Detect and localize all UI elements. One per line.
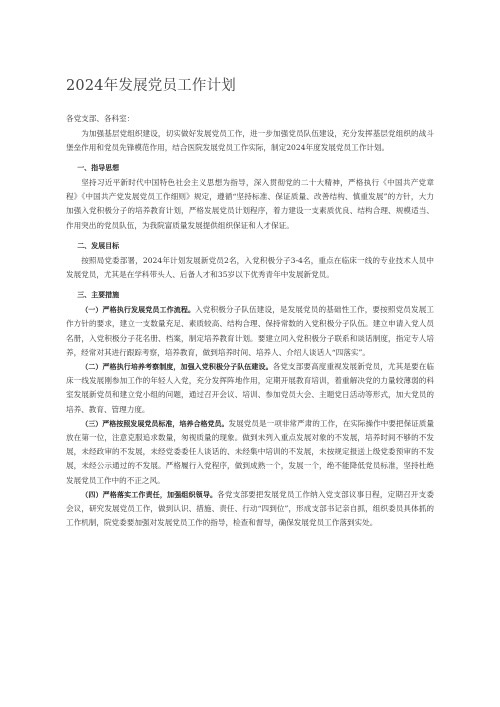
measure-body-3: 发展党员是一项非常严肃的工作，在实际操作中要把保证质量放在第一位，注意克服追求数量，匆视质量的现象。做到未列入重点发展对象的不发展，培养时间不够的不发展，未经政审的不发展，未经党委委任人谈话的、未经集中培训的不发展，未按规定报送上级党委预审的不发展，未经公示通过的不发展。严格履行入党程序，做到成熟一个，发展一个，绝不能降低党员标准，坚持杜绝发展党员工作中的不正之风。 xyxy=(66,418,435,485)
section-heading-goals: 二、发展目标 xyxy=(77,241,120,250)
measure-body-1: 入党积极分子队伍建设，是发展党员的基础性工作，要按照党员发展工作方针的要求，建立一支数量充足、素质较高、结构合理、保持常数的入党积极分子队伍。建立申请入党人员名册，入党积极分子花名册、档案，制定培养教育计划。要建立同入党积极分子联系和谈话制度，指定专人培养，经常对其进行跟踪考察，培养教育，做到培养时间、培养人、介绍人谈话人“四落实”。 xyxy=(66,305,435,357)
measure-paragraph-2 xyxy=(66,360,434,417)
measure-body-2: 各党支部要高度重视发展新党员，尤其是要在临床一线发展刚参加工作的年轻人入党，充分发挥阵地作用，定期开展教育培训，着重解决党的力量较薄弱的科室发展新党员和建立党小组的问题，通过召开会议、培训、参加党员大会、主题党日活动等形式，加大党员的培养、教育、管理力度。 xyxy=(66,362,435,414)
measure-paragraph-4 xyxy=(66,488,434,531)
section-body-guiding-ideology: 坚持习近平新时代中国特色社会主义思想为指导，深入贯彻党的二十大精神，严格执行《中国共产党章程》《中国共产党发展党员工作细则》规定，遵循“坚持标准、保证质量、改善结构、慎重发展”的方针，大力加强入党积极分子的培养教育计划，严格发展党员计划程序，着力建设一支素质优良、结构合理、规模适当、作用突出的党员队伍，为我院富质量发展提供组织保证和人才保证。 xyxy=(66,178,434,230)
measure-lead-2: （二）严格执行培养考察制度，加强入党积极分子队伍建设。 xyxy=(81,363,273,372)
section-heading-measures: 三、主要措施 xyxy=(77,291,120,300)
measure-paragraph-1 xyxy=(66,303,434,360)
measure-lead-4: （四）严格落实工作责任，加强组织领导。 xyxy=(81,490,218,499)
section-body-goals: 按照局党委部署，2024年计划发展新党员2名，入党积极分子3-4名，重点在临床一线的专业技术人员中发展党员，尤其是在学科带头人、后备人才和35岁以下优秀青年中发展新党员。 xyxy=(66,255,434,280)
document-title: 2024年发展党员工作计划 xyxy=(66,78,237,94)
measure-lead-1: （一）严格执行发展党员工作流程。 xyxy=(81,306,196,315)
measure-paragraph-3 xyxy=(66,417,434,488)
intro-paragraph: 为加强基层党组织建设，切实做好发展党员工作，进一步加强党员队伍建设，充分发挥基层党组织的战斗堡垒作用和党员先锋模范作用，结合医院发展党员工作实际，制定2024年度发展党员工作计划。 xyxy=(66,128,434,152)
measure-lead-3: （三）严格按照发展党员标准，培养合格党员。 xyxy=(81,419,229,428)
section-heading-guiding-ideology: 一、指导思想 xyxy=(77,164,120,172)
measure-body-4: 各党支部要把发展党员工作纳入党支部议事日程，定期召开支委会议，研究发展党员工作，做到认识、措施、责任、行动“四到位”，形成支部书记亲自抓，组织委员具体抓的工作机制，院党委要加强对发展党员工作的指导，检查和督导，确保发展党员工作落到实处。 xyxy=(66,489,434,528)
salutation: 各党支部、各科室： xyxy=(66,114,135,124)
